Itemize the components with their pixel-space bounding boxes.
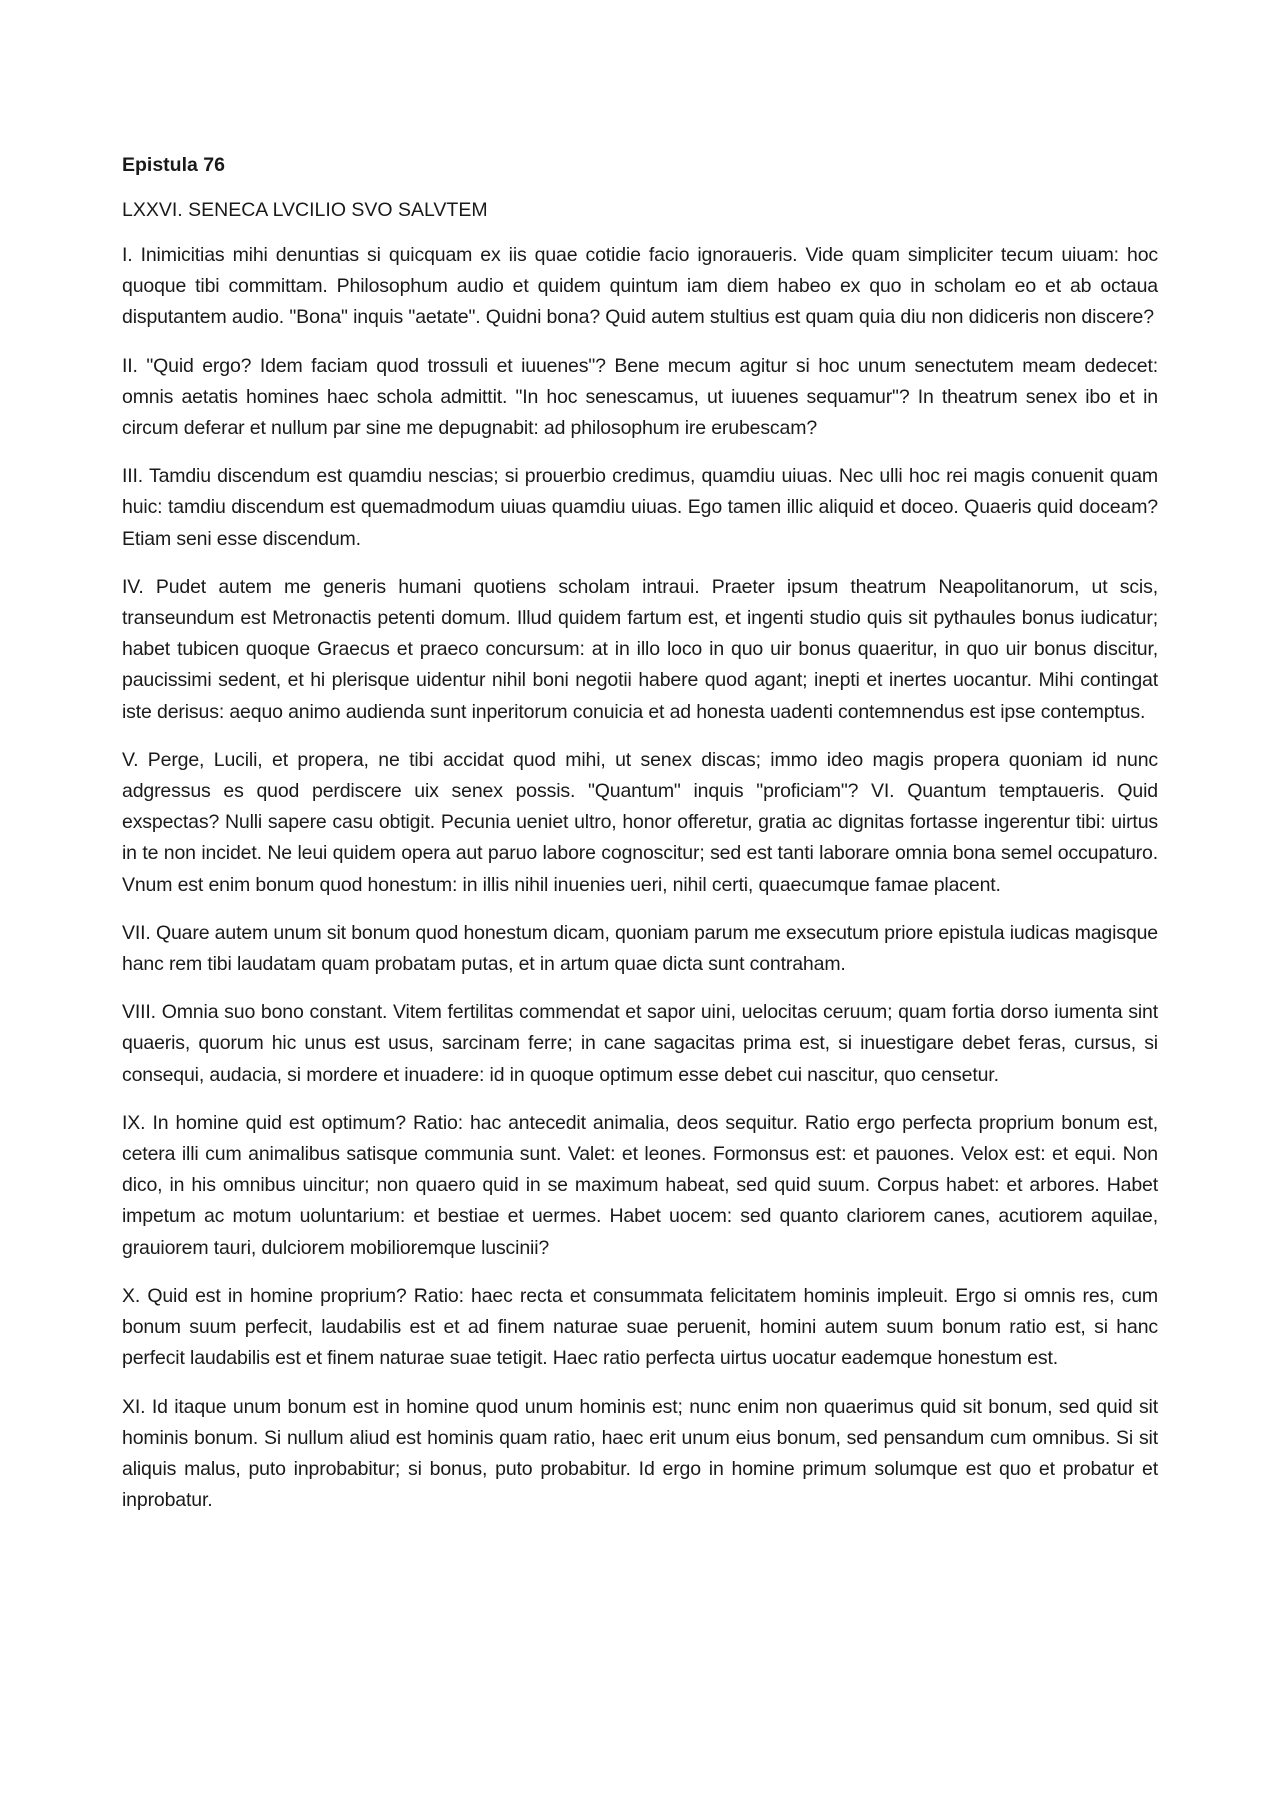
- paragraph-4: IV. Pudet autem me generis humani quotiens scholam intraui. Praeter ipsum theatrum Neapolitanorum, ut scis, transeundum est Metronactis petenti domum. Illud quidem fartum est, et ingenti studio quis sit pythaules bonus iudicatur; habet tubicen quoque Graecus et praeco concursum: at in illo loco in quo uir bonus quaeritur, in quo uir bonus discitur, paucissimi sedent, et hi plerisque uidentur nihil boni negotii habere quod agant; inepti et inertes uocantur. Mihi contingat iste derisus: aequo animo audienda sunt inperitorum conuicia et ad honesta uadenti contemnendus est ipse contemptus.: [122, 575, 1158, 723]
- document-subtitle: LXXVI. SENECA LVCILIO SVO SALVTEM: [122, 199, 488, 221]
- paragraph-7: VII. Quare autem unum sit bonum quod honestum dicam, quoniam parum me exsecutum priore epistula iudicas magisque hanc rem tibi laudatam quam probatam putas, et in artum quae dicta sunt contraham.: [122, 921, 1158, 976]
- paragraph-10: X. Quid est in homine proprium? Ratio: haec recta et consummata felicitatem hominis impleuit. Ergo si omnis res, cum bonum suum perfecit, laudabilis est et ad finem naturae suae peruenit, homini autem suum bonum ratio est, si hanc perfecit laudabilis est et finem naturae suae tetigit. Haec ratio perfecta uirtus uocatur eademque honestum est.: [122, 1284, 1158, 1370]
- paragraph-3: III. Tamdiu discendum est quamdiu nescias; si prouerbio credimus, quamdiu uiuas. Nec ulli hoc rei magis conuenit quam huic: tamdiu discendum est quemadmodum uiuas quamdiu uiuas. Ego tamen illic aliquid et doceo. Quaeris quid doceam? Etiam seni esse discendum.: [122, 465, 1158, 550]
- paragraph-8: VIII. Omnia suo bono constant. Vitem fertilitas commendat et sapor uini, uelocitas ceruum; quam fortia dorso iumenta sint quaeris, quorum hic unus est usus, sarcinam ferre; in cane sagacitas prima est, si inuestigare debet feras, cursus, si consequi, audacia, si mordere et inuadere: id in quoque optimum esse debet cui nascitur, quo censetur.: [122, 1001, 1158, 1086]
- document-body: [122, 150, 1158, 1533]
- document-title: Epistula 76: [122, 154, 225, 176]
- paragraph-5: V. Perge, Lucili, et propera, ne tibi accidat quod mihi, ut senex discas; immo ideo magis propera quoniam id nunc adgressus es quod perdiscere uix senex possis. "Quantum" inquis "proficiam"? VI. Quantum temptaueris. Quid exspectas? Nulli sapere casu obtigit. Pecunia ueniet ultro, honor offeretur, gratia ac dignitas fortasse ingerentur tibi: uirtus in te non incidet. Ne leui quidem opera aut paruo labore cognoscitur; sed est tanti laborare omnia bona semel occupaturo. Vnum est enim bonum quod honestum: in illis nihil inuenies ueri, nihil certi, quaecumque famae placent.: [122, 748, 1158, 896]
- paragraph-2: II. "Quid ergo? Idem faciam quod trossuli et iuuenes"? Bene mecum agitur si hoc unum senectutem meam dedecet: omnis aetatis homines haec schola admittit. "In hoc senescamus, ut iuuenes sequamur"? In theatrum senex ibo et in circum deferar et nullum par sine me depugnabit: ad philosophum ire erubescam?: [122, 354, 1158, 440]
- paragraph-9: IX. In homine quid est optimum? Ratio: hac antecedit animalia, deos sequitur. Ratio ergo perfecta proprium bonum est, cetera illi cum animalibus satisque communia sunt. Valet: et leones. Formonsus est: et pauones. Velox est: et equi. Non dico, in his omnibus uincitur; non quaero quid in se maximum habeat, sed quid suum. Corpus habet: et arbores. Habet impetum ac motum uoluntarium: et bestiae et uermes. Habet uocem: sed quanto clariorem canes, acutiorem aquilae, grauiorem tauri, dulciorem mobilioremque luscinii?: [122, 1111, 1158, 1259]
- paragraph-1: I. Inimicitias mihi denuntias si quicquam ex iis quae cotidie facio ignoraueris. Vide quam simpliciter tecum uiuam: hoc quoque tibi committam. Philosophum audio et quidem quintum iam diem habeo ex quo in scholam eo et ab octaua disputantem audio. "Bona" inquis "aetate". Quidni bona? Quid autem stultius est quam quia diu non didiceris non discere?: [122, 244, 1158, 329]
- paragraph-11: XI. Id itaque unum bonum est in homine quod unum hominis est; nunc enim non quaerimus quid sit bonum, sed quid sit hominis bonum. Si nullum aliud est hominis quam ratio, haec erit unum eius bonum, sed pensandum cum omnibus. Si sit aliquis malus, puto inprobabitur; si bonus, puto probabitur. Id ergo in homine primum solumque est quo et probatur et inprobatur.: [122, 1395, 1158, 1512]
